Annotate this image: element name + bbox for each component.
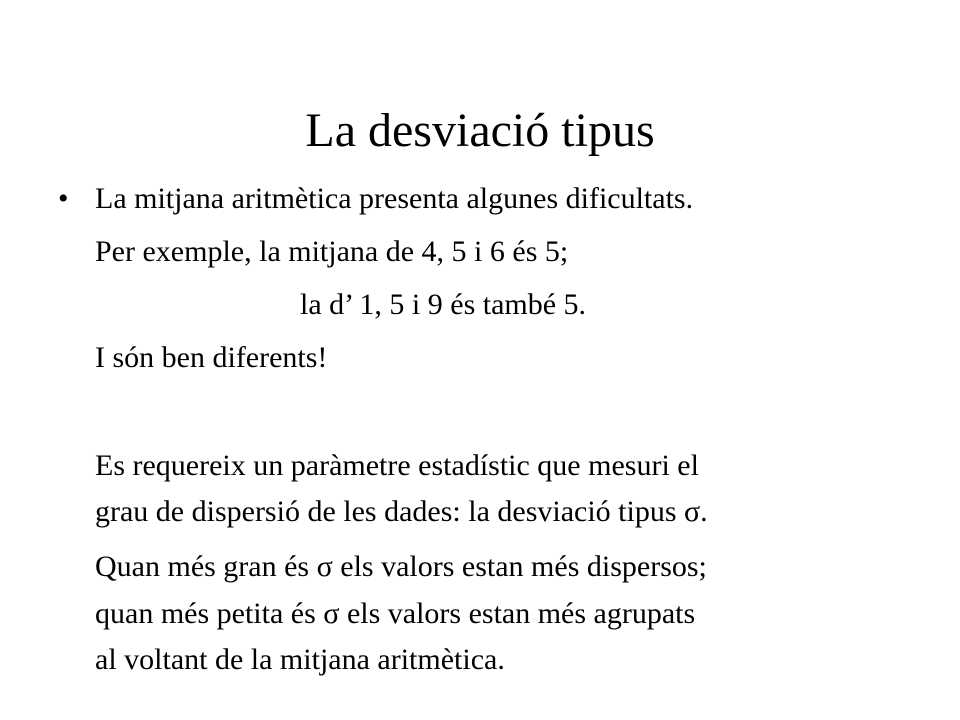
text-line-3: la d’ 1, 5 i 9 és també 5. xyxy=(300,288,587,321)
slide-title: La desviació tipus xyxy=(305,104,655,157)
text-line-6: grau de dispersió de les dades: la desviació tipus σ. xyxy=(95,495,708,528)
text-line-5: Es requereix un paràmetre estadístic que mesuri el xyxy=(95,449,699,482)
text-line-1: La mitjana aritmètica presenta algunes dificultats. xyxy=(95,182,694,215)
text-line-4: I són ben diferents! xyxy=(95,341,328,374)
text-line-8: quan més petita és σ els valors estan més agrupats xyxy=(95,597,696,630)
text-line-2: Per exemple, la mitjana de 4, 5 i 6 és 5; xyxy=(95,235,569,268)
text-line-7: Quan més gran és σ els valors estan més dispersos; xyxy=(95,550,707,583)
text-line-9: al voltant de la mitjana aritmètica. xyxy=(95,643,505,676)
bullet-marker: • xyxy=(58,182,69,215)
